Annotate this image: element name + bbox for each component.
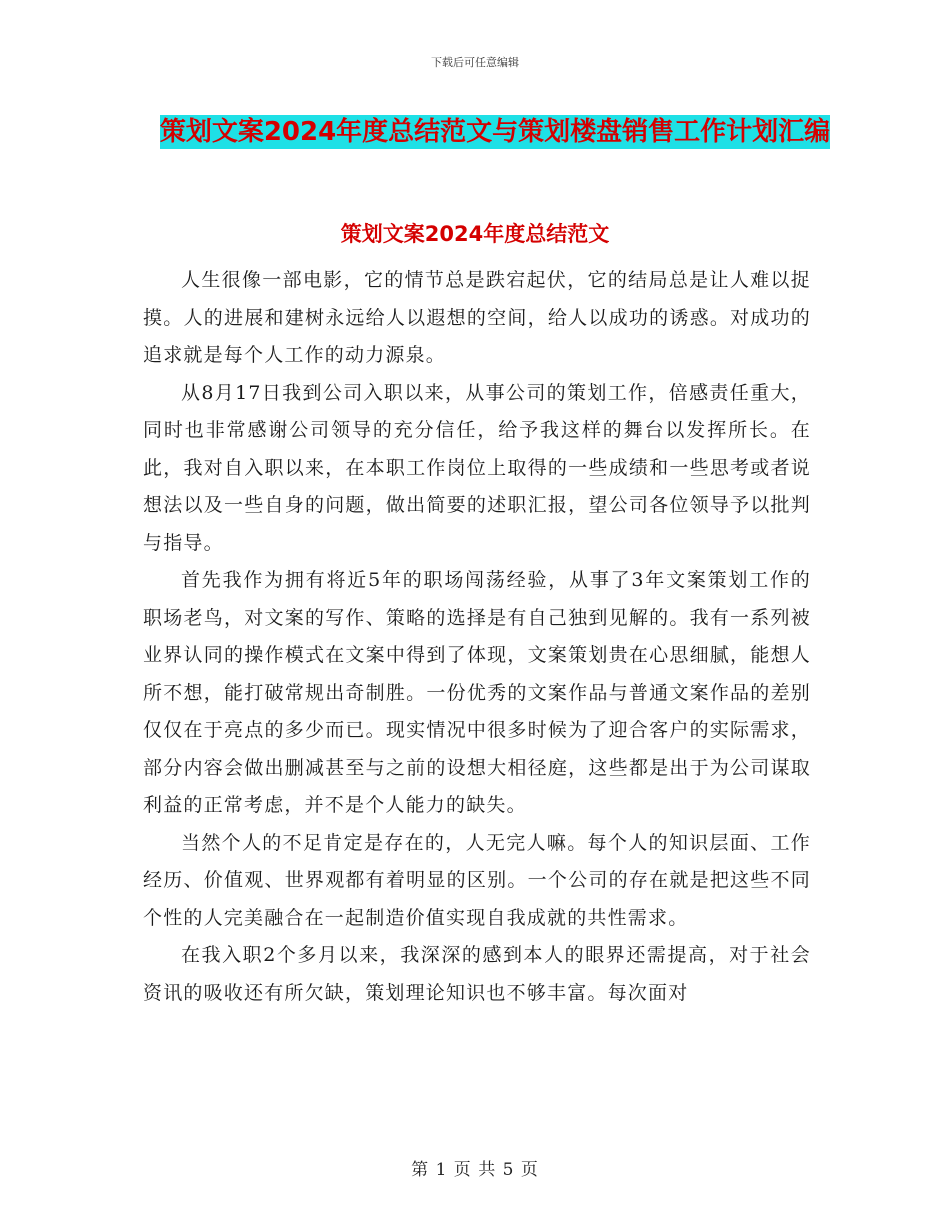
paragraph: 从8月17日我到公司入职以来，从事公司的策划工作，倍感责任重大，同时也非常感谢公司领导的充分信任，给予我这样的舞台以发挥所长。在此，我对自入职以来，在本职工作岗位上取得的一些成绩和一些思考或者说想法以及一些自身的问题，做出简要的述职汇报，望公司各位领导予以批判与指导。	[143, 381, 811, 554]
document-title-text: 策划文案2024年度总结范文与策划楼盘销售工作计划汇编	[159, 117, 831, 147]
section-title: 策划文案2024年度总结范文	[340, 222, 610, 246]
document-body	[143, 262, 811, 1012]
paragraph: 在我入职2个多月以来，我深深的感到本人的眼界还需提高，对于社会资讯的吸收还有所欠缺，策划理论知识也不够丰富。每次面对	[143, 944, 811, 1004]
page-number-footer: 第 1 页 共 5 页	[411, 1160, 539, 1180]
page-header-note: 下载后可任意编辑	[431, 56, 519, 69]
paragraph: 当然个人的不足肯定是存在的，人无完人嘛。每个人的知识层面、工作经历、价值观、世界观都有着明显的区别。一个公司的存在就是把这些不同个性的人完美融合在一起制造价值实现自我成就的共性需求。	[143, 831, 811, 929]
paragraph: 人生很像一部电影，它的情节总是跌宕起伏，它的结局总是让人难以捉摸。人的进展和建树永远给人以遐想的空间，给人以成功的诱惑。对成功的追求就是每个人工作的动力源泉。	[143, 269, 811, 366]
document-title	[140, 110, 850, 154]
paragraph: 首先我作为拥有将近5年的职场闯荡经验，从事了3年文案策划工作的职场老鸟，对文案的写作、策略的选择是有自己独到见解的。我有一系列被业界认同的操作模式在文案中得到了体现，文案策划贵在心思细腻，能想人所不想，能打破常规出奇制胜。一份优秀的文案作品与普通文案作品的差别仅仅在于亮点的多少而已。现实情况中很多时候为了迎合客户的实际需求，部分内容会做出删减甚至与之前的设想大相径庭，这些都是出于为公司谋取利益的正常考虑，并不是个人能力的缺失。	[143, 569, 811, 816]
